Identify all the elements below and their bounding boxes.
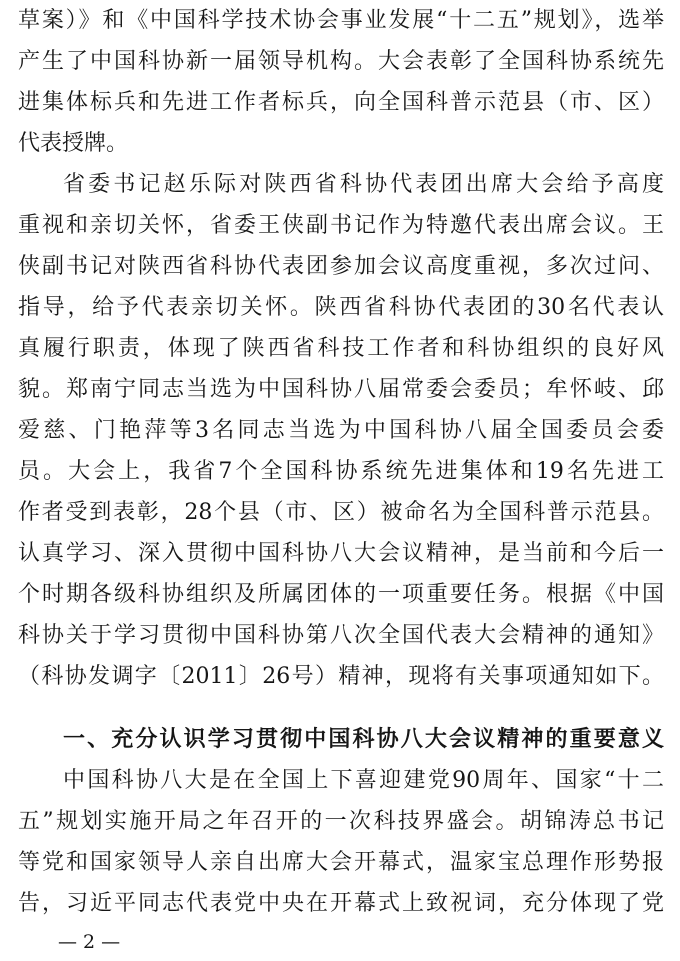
text-line: 认真学习、深入贯彻中国科协八大会议精神，是当前和今后一 (18, 541, 664, 566)
text-line: 侠副书记对陕西省科协代表团参加会议高度重视，多次过问、 (18, 254, 664, 279)
text-line: 作者受到表彰，28个县（市、区）被命名为全国科普示范县。 (18, 500, 664, 525)
text-line: 貌。郑南宁同志当选为中国科协八届常委会委员；牟怀岐、邱 (18, 377, 664, 402)
text-line: 科协关于学习贯彻中国科协第八次全国代表大会精神的通知》 (18, 623, 664, 648)
text-line: 草案）》和《中国科学技术协会事业发展“十二五”规划》，选举 (18, 8, 664, 33)
page-number: — 2 — (58, 931, 121, 953)
text-line: 真履行职责，体现了陕西省科技工作者和科协组织的良好风 (18, 336, 664, 361)
text-line: 个时期各级科协组织及所属团体的一项重要任务。根据《中国 (18, 582, 664, 607)
text-line: 代表授牌。 (18, 131, 129, 156)
text-line: 告，习近平同志代表党中央在开幕式上致祝词，充分体现了党 (18, 891, 664, 916)
text-line: 重视和亲切关怀，省委王侠副书记作为特邀代表出席会议。王 (18, 213, 664, 238)
text-line: 爱慈、门艳萍等3名同志当选为中国科协八届全国委员会委 (18, 418, 664, 443)
paragraph-first-line: 中国科协八大是在全国上下喜迎建党90周年、国家“十二 (63, 768, 664, 793)
text-line: （科协发调字〔2011〕26号）精神，现将有关事项通知如下。 (18, 664, 664, 689)
text-line: 员。大会上，我省7个全国科协系统先进集体和19名先进工 (18, 459, 664, 484)
text-line: 进集体标兵和先进工作者标兵，向全国科普示范县（市、区） (18, 90, 664, 115)
section-heading: 一、充分认识学习贯彻中国科协八大会议精神的重要意义 (63, 727, 664, 752)
paragraph-first-line: 省委书记赵乐际对陕西省科协代表团出席大会给予高度 (63, 172, 664, 197)
text-line: 等党和国家领导人亲自出席大会开幕式，温家宝总理作形势报 (18, 850, 664, 875)
text-line: 指导，给予代表亲切关怀。陕西省科协代表团的30名代表认 (18, 295, 664, 320)
text-line: 产生了中国科协新一届领导机构。大会表彰了全国科协系统先 (18, 49, 664, 74)
text-line: 五”规划实施开局之年召开的一次科技界盛会。胡锦涛总书记 (18, 809, 664, 834)
